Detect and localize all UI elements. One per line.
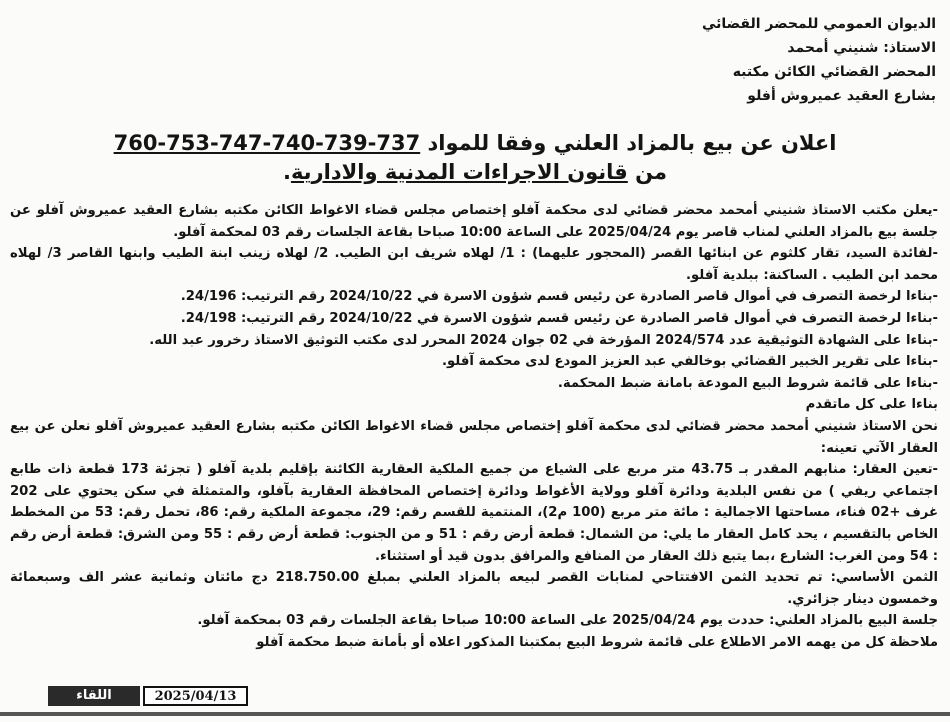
paragraph-auction-session: جلسة البيع بالمزاد العلني: حددت يوم 2025/04/24 على الساعة 10:00 صباحا بقاعة الجلسات رقم 03 بمحكمة آفلو. [197,613,938,629]
newspaper-name: اللقاء [48,686,140,706]
title-line2-suffix: . [282,160,291,184]
paragraph-permit-1: -بناءا لرخصة التصرف في أموال قاصر الصادرة عن رئيس قسم شؤون الاسرة في 2024/10/22 رقم الترتيب: 24/196. [180,289,938,305]
paragraph-sale-conditions: -بناءا على قائمة شروط البيع المودعة بامانة ضبط المحكمة. [557,375,938,391]
title-line2-prefix: من [627,160,668,184]
paragraph-note: ملاحظة كل من يهمه الامر الاطلاع على قائمة شروط البيع بمكتبنا المذكور اعلاه أو بأمانة ضبط محكمة آفلو [256,634,938,650]
paragraph-beneficiary: -لفائدة السيد، تقار كلثوم عن ابنائها القصر (المحجور عليهما) : 1/ لهلاه شريف ابن الطيب. 2/ لهلاه زينب ابنة الطيب وابنها القاصر 3/ لهلاه محمد ابن الطيب . الساكنة: ببلدية آفلو. [10,246,938,283]
title-articles: 760-753-747-740-739-737 [113,131,421,155]
header-bailiff-name: الاستاذ: شنيني أمحمد [787,40,936,56]
paragraph-permit-2: -بناءا لرخصة التصرف في أموال قاصر الصادرة عن رئيس قسم شؤون الاسرة في 2024/10/22 رقم الترتيب: 24/198. [180,310,938,326]
header-office: الديوان العمومي للمحضر القضائي [701,16,936,32]
publication-date: 2025/04/13 [143,686,248,706]
newspaper-footer [48,686,248,706]
title-line-1 [60,128,890,158]
notice-body [10,200,938,653]
title-prefix: اعلان عن بيع بالمزاد العلني وفقا للمواد [420,131,837,155]
title-code-name: قانون الاجراءات المدنية والادارية [290,160,628,184]
header-office-location: المحضر القضائي الكائن مكتبه [732,64,936,80]
paragraph-expert-report: -بناءا على تقرير الخبير القضائي بوخالفي عبد العزيز المودع لدى محكمة آفلو. [442,354,938,370]
bailiff-header [596,12,936,108]
paragraph-base-price: الثمن الأساسي: تم تحديد الثمن الافتتاحي لمنابات القصر لبيعه بالمزاد العلني بمبلغ 218.750.00 دج مائتان وثمانية عشر الف وسبعمائة وخمسون دينار جزائري. [10,570,938,607]
paragraph-declaration: نحن الاستاذ شنيني أمحمد محضر قضائي لدى محكمة آفلو إختصاص مجلس قضاء الاغواط الكائن مكتبه بشارع العقيد عميروش آفلو نعلن عن بيع العقار الآتي تعينه: [10,418,938,456]
title-line-2 [60,158,890,186]
bottom-divider [0,712,950,716]
notice-title [60,128,890,186]
header-address: بشارع العقيد عميروش أفلو [747,88,936,104]
paragraph-announcement: -يعلن مكتب الاستاذ شنيني أمحمد محضر قضائي لدى محكمة آفلو إختصاص مجلس قضاء الاغواط الكائن مكتبه بشارع العقيد عميروش آفلو عن جلسة بيع بالمزاد العلني لمناب قاصر يوم 2025/04/24 على الساعة 10:00 صباحا بقاعة الجلسات رقم 03 لمحكمة آفلو. [10,203,938,240]
paragraph-property-description: -تعين العقار: منابهم المقدر بـ 43.75 متر مربع على الشياع من جميع الملكية العقارية الكائنة بإقليم بلدية آفلو ( تجزئة 173 قطعة ذات طابع اجتماعي ريفي ) من نفس البلدية ودائرة آفلو وولاية الأغواط ودائرة إختصاص المحافظة العقارية بآفلو، والمتمثلة في سكن يحتوي على 202 غرف +02 فناء، مساحتها الاجمالية : مائة متر مربع (100 م2)، المنتمية للقسم رقم: 29، مجموعة الملكية رقم: 86، تحمل رقم: 53 من المخطط الخاص بالتقسيم ، يحد كامل العقار ما يلي: من الشمال: قطعة أرض رقم : 51 و من الجنوب: قطعة أرض رقم : 55 ومن الشرق: قطعة أرض رقم : 54 ومن الغرب: الشارع ،بما يتبع ذلك العقار من المنافع والمرافق بدون قيد أو استثناء. [10,462,939,564]
paragraph-based-on: بناءا على كل ماتقدم [805,397,938,413]
paragraph-notarial-certificate: -بناءا على الشهادة التوثيقية عدد 2024/574 المؤرخة في 02 جوان 2024 المحرر لدى مكتب التوثيق الاستاذ رخرور عبد الله. [149,332,938,348]
